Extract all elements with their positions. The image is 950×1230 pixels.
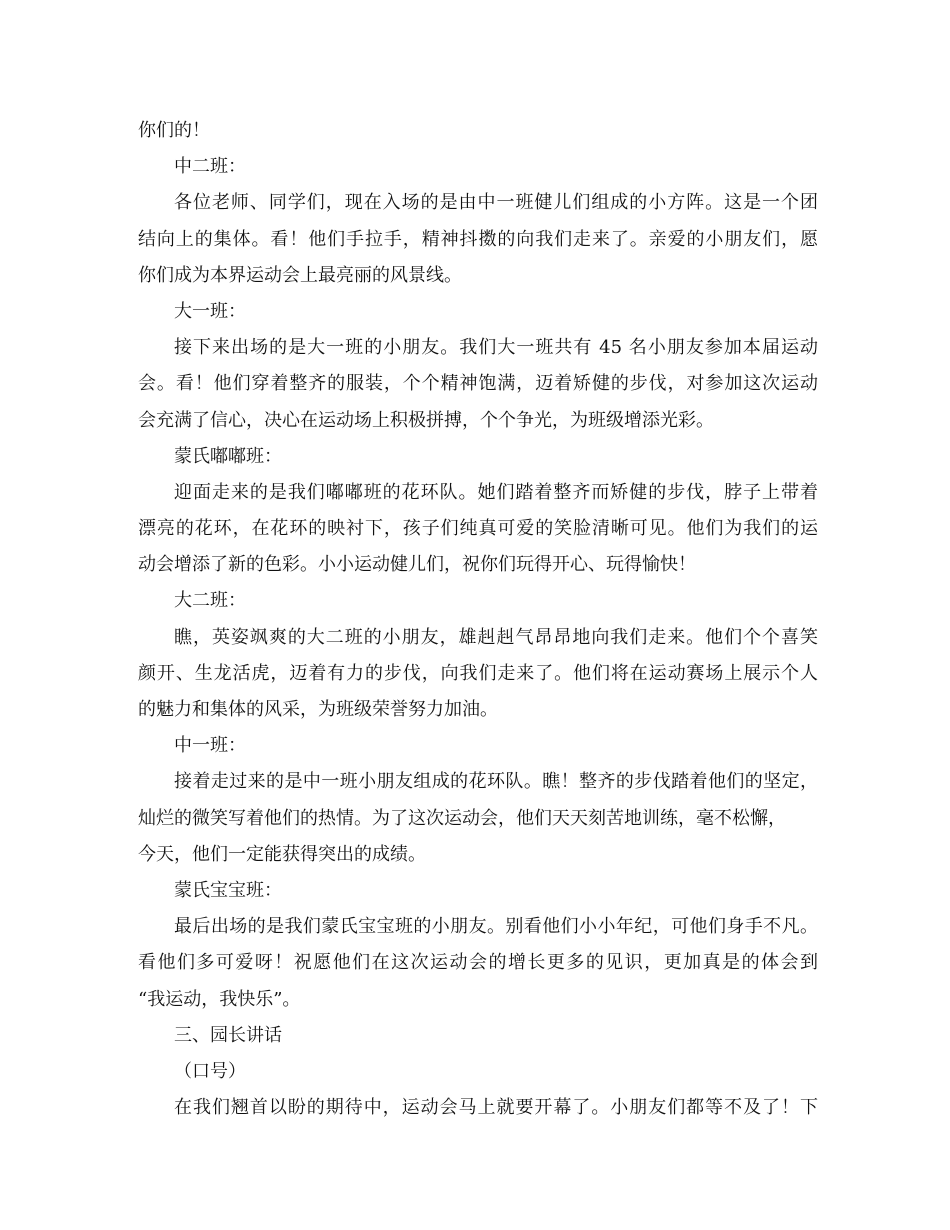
- paragraph-line-indented: 中一班：: [174, 735, 246, 757]
- paragraph-line: 结向上的集体。看！他们手拉手，精神抖擞的向我们走来了。亲爱的小朋友们，愿: [138, 228, 818, 250]
- paragraph-line: 看他们多可爱呀！祝愿他们在这次运动会的增长更多的见识，更加真是的体会到: [138, 952, 818, 974]
- paragraph-line-indented: 瞧，英姿飒爽的大二班的小朋友，雄赳赳气昂昂地向我们走来。他们个个喜笑: [174, 626, 818, 648]
- paragraph-line: 会。看！他们穿着整齐的服装，个个精神饱满，迈着矫健的步伐，对参加这次运动: [138, 373, 818, 395]
- paragraph-line: 漂亮的花环，在花环的映衬下，孩子们纯真可爱的笑脸清晰可见。他们为我们的运: [138, 518, 818, 540]
- paragraph-line-indented: 中二班：: [174, 156, 246, 178]
- paragraph-line: 你们的！: [138, 120, 210, 141]
- paragraph-line: 颜开、生龙活虎，迈着有力的步伐，向我们走来了。他们将在运动赛场上展示个人: [138, 662, 818, 684]
- paragraph-line-indented: 接下来出场的是大一班的小朋友。我们大一班共有 45 名小朋友参加本届运动: [174, 337, 818, 359]
- paragraph-line-indented: 最后出场的是我们蒙氏宝宝班的小朋友。别看他们小小年纪，可他们身手不凡。: [174, 916, 818, 938]
- paragraph-line-indented: 大二班：: [174, 590, 246, 612]
- paragraph-line-indented: （口号）: [174, 1060, 246, 1082]
- paragraph-line-indented: 接着走过来的是中一班小朋友组成的花环队。瞧！整齐的步伐踏着他们的坚定，: [174, 771, 818, 793]
- paragraph-line-indented: 迎面走来的是我们嘟嘟班的花环队。她们踏着整齐而矫健的步伐，脖子上带着: [174, 481, 818, 503]
- paragraph-line-indented: 大一班：: [174, 300, 246, 322]
- paragraph-line-indented: 蒙氏宝宝班：: [174, 879, 282, 901]
- paragraph-line: “我运动，我快乐”。: [138, 988, 301, 1010]
- paragraph-line-indented: 各位老师、同学们，现在入场的是由中一班健儿们组成的小方阵。这是一个团: [174, 192, 818, 214]
- paragraph-line: 动会增添了新的色彩。小小运动健儿们，祝你们玩得开心、玩得愉快！: [138, 554, 696, 576]
- document-body: [138, 113, 818, 1126]
- paragraph-line: 灿烂的微笑写着他们的热情。为了这次运动会，他们天天刻苦地训练，毫不松懈，: [138, 807, 786, 829]
- paragraph-line-indented: 在我们翘首以盼的期待中，运动会马上就要开幕了。小朋友们都等不及了！下: [174, 1097, 818, 1119]
- paragraph-line: 会充满了信心，决心在运动场上积极拼搏，个个争光，为班级增添光彩。: [138, 409, 714, 431]
- paragraph-line: 今天，他们一定能获得突出的成绩。: [138, 843, 426, 865]
- paragraph-line-indented: 蒙氏嘟嘟班：: [174, 445, 282, 467]
- paragraph-line-indented: 三、园长讲话: [174, 1024, 282, 1046]
- paragraph-line: 的魅力和集体的风采，为班级荣誉努力加油。: [138, 699, 498, 720]
- paragraph-line: 你们成为本界运动会上最亮丽的风景线。: [138, 264, 462, 286]
